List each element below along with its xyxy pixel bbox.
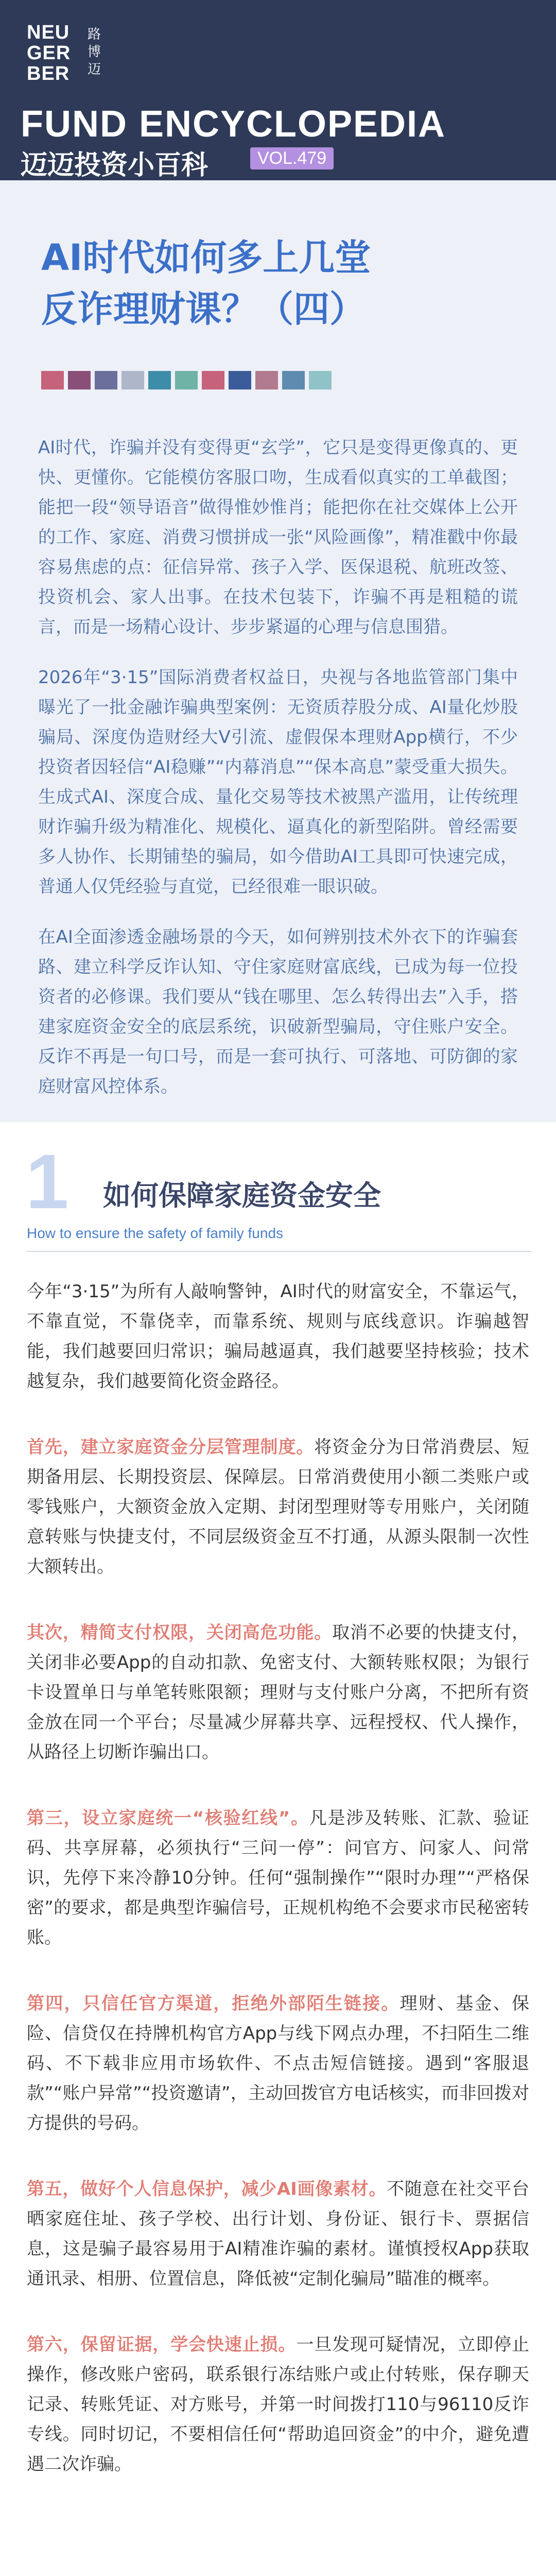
body-paragraph (27, 1277, 529, 1396)
section-divider (27, 1251, 531, 1252)
stripe-block (229, 371, 251, 389)
series-title-en: FUND ENCYCLOPEDIA (21, 104, 446, 145)
paragraph-text: 今年“3·15”为所有人敲响警钟，AI时代的财富安全，不靠运气，不靠直觉，不靠侥幸，而靠系统、规则与底线意识。诈骗越智能，我们越要回归常识；骗局越逼真，我们越要坚持核验；技术越复杂，我们越要简化资金路径。 (27, 1281, 529, 1392)
paragraph-text: 凡是涉及转账、汇款、验证码、共享屏幕，必须执行“三问一停”：问官方、问家人、问常识，先停下来冷静10分钟。任何“强制操作”“限时办理”“严格保密”的要求，都是典型诈骗信号，正规机构绝不会要求市民秘密转账。 (27, 1808, 529, 1948)
section-body (27, 1277, 529, 2479)
paragraph-lead: 第三，设立家庭统一“核验红线”。 (27, 1808, 309, 1828)
logo-text: NEU GER BER (27, 22, 71, 84)
body-paragraph (27, 1803, 529, 1953)
series-title-cn: 迈迈投资小百科 (21, 150, 208, 181)
paragraph-lead: 第四，只信任官方渠道，拒绝外部陌生链接。 (27, 1993, 400, 2014)
stripe-block (175, 371, 198, 389)
stripe-block (68, 371, 91, 389)
logo-cn-text: 路 博 迈 (88, 27, 101, 77)
body-paragraph (27, 2330, 529, 2479)
intro-text (38, 412, 518, 1101)
paragraph-text: 取消不必要的快捷支付，关闭非必要App的自动扣款、免密支付、大额转账权限；为银行卡设置单日与单笔转账限额；理财与支付账户分离，不把所有资金放在同一个平台；尽量减少屏幕共享、远程授权、代人操作，从路径上切断诈骗出口。 (27, 1622, 530, 1762)
stripe-block (41, 371, 64, 389)
body-paragraph (27, 1432, 529, 1582)
paragraph-lead: 其次，精简支付权限，关闭高危功能。 (27, 1622, 333, 1643)
title-line-2: 反诈理财课？（四） (41, 288, 366, 330)
paragraph-text: 不随意在社交平台晒家庭住址、孩子学校、出行计划、身份证、银行卡、票据信息，这是骗子最容易用于AI精准诈骗的素材。谨慎授权App获取通讯录、相册、位置信息，降低被“定制化骗局”瞄准的概率。 (27, 2179, 529, 2289)
section-title: 如何保障家庭资金安全 (103, 1179, 381, 1212)
stripe-block (121, 371, 144, 389)
section-subtitle-en: How to ensure the safety of family funds (27, 1225, 284, 1241)
stripe-block (202, 371, 224, 389)
paragraph-text: 一旦发现可疑情况，立即停止操作，修改账户密码，联系银行冻结账户或止付转账，保存聊天记录、转账凭证、对方账号，并第一时间拨打110与96110反诈专线。同时切记，不要相信任何“帮助追回资金”的中介，避免遭遇二次诈骗。 (27, 2334, 530, 2475)
decorative-stripes (41, 371, 332, 389)
section-heading (0, 1138, 556, 1277)
stripe-block (282, 371, 305, 389)
intro-paragraph: AI时代，诈骗并没有变得更“玄学”，它只是变得更像真的、更快、更懂你。它能模仿客服口吻，生成看似真实的工单截图；能把一段“领导语音”做得惟妙惟肖；能把你在社交媒体上公开的工作、家庭、消费习惯拼成一张“风险画像”，精准戳中你最容易焦虑的点：征信异常、孩子入学、医保退税、航班改签、投资机会、家人出事。在技术包装下，诈骗不再是粗糙的谎言，而是一场精心设计、步步紧逼的心理与信息围猎。 (38, 437, 518, 637)
body-paragraph (27, 1989, 529, 2138)
intro-paragraph: 在AI全面渗透金融场景的今天，如何辨别技术外衣下的诈骗套路、建立科学反诈认知、守住家庭财富底线，已成为每一位投资者的必修课。我们要从“钱在哪里、怎么转得出去”入手，搭建家庭资金安全的底层系统，识破新型骗局，守住账户安全。反诈不再是一句口号，而是一套可执行、可落地、可防御的家庭财富风控体系。 (38, 927, 518, 1097)
section-number: 1 (26, 1138, 69, 1225)
intro-paragraph: 2026年“3·15”国际消费者权益日，央视与各地监管部门集中曝光了一批金融诈骗典型案例：无资质荐股分成、AI量化炒股骗局、深度伪造财经大V引流、虚假保本理财App横行，不少投资者因轻信“AI稳赚”“内幕消息”“保本高息”蒙受重大损失。生成式AI、深度合成、量化交易等技术被黑产滥用，让传统理财诈骗升级为精准化、规模化、逼真化的新型陷阱。曾经需要多人协作、长期铺垫的骗局，如今借助AI工具即可快速完成，普通人仅凭经验与直觉，已经很难一眼识破。 (38, 667, 518, 897)
title-line-1: AI时代如何多上几堂 (41, 236, 371, 279)
stripe-block (95, 371, 117, 389)
header-banner (0, 0, 556, 464)
paragraph-lead: 第六，保留证据，学会快速止损。 (27, 2334, 297, 2355)
body-paragraph (27, 2174, 529, 2294)
paragraph-text: 将资金分为日常消费层、短期备用层、长期投资层、保障层。日常消费使用小额二类账户或零钱账户，大额资金放入定期、封闭型理财等专用账户，关闭随意转账与快捷支付，不同层级资金互不打通，从源头限制一次性大额转出。 (27, 1437, 530, 1577)
brand-logo (27, 22, 101, 84)
paragraph-lead: 首先，建立家庭资金分层管理制度。 (27, 1437, 315, 1458)
article-title (41, 232, 371, 335)
stripe-block (255, 371, 278, 389)
paragraph-lead: 第五，做好个人信息保护，减少AI画像素材。 (27, 2179, 387, 2199)
stripe-block (148, 371, 171, 389)
paragraph-text: 理财、基金、保险、信贷仅在持牌机构官方App与线下网点办理，不扫陌生二维码、不下载非应用市场软件、不点击短信链接。遇到“客服退款”“账户异常”“投资邀请”，主动回拨官方电话核实，而非回拨对方提供的号码。 (27, 1993, 530, 2133)
volume-badge: VOL.479 (250, 147, 334, 170)
body-paragraph (27, 1618, 529, 1767)
intro-section (38, 412, 518, 1101)
stripe-block (309, 371, 332, 389)
